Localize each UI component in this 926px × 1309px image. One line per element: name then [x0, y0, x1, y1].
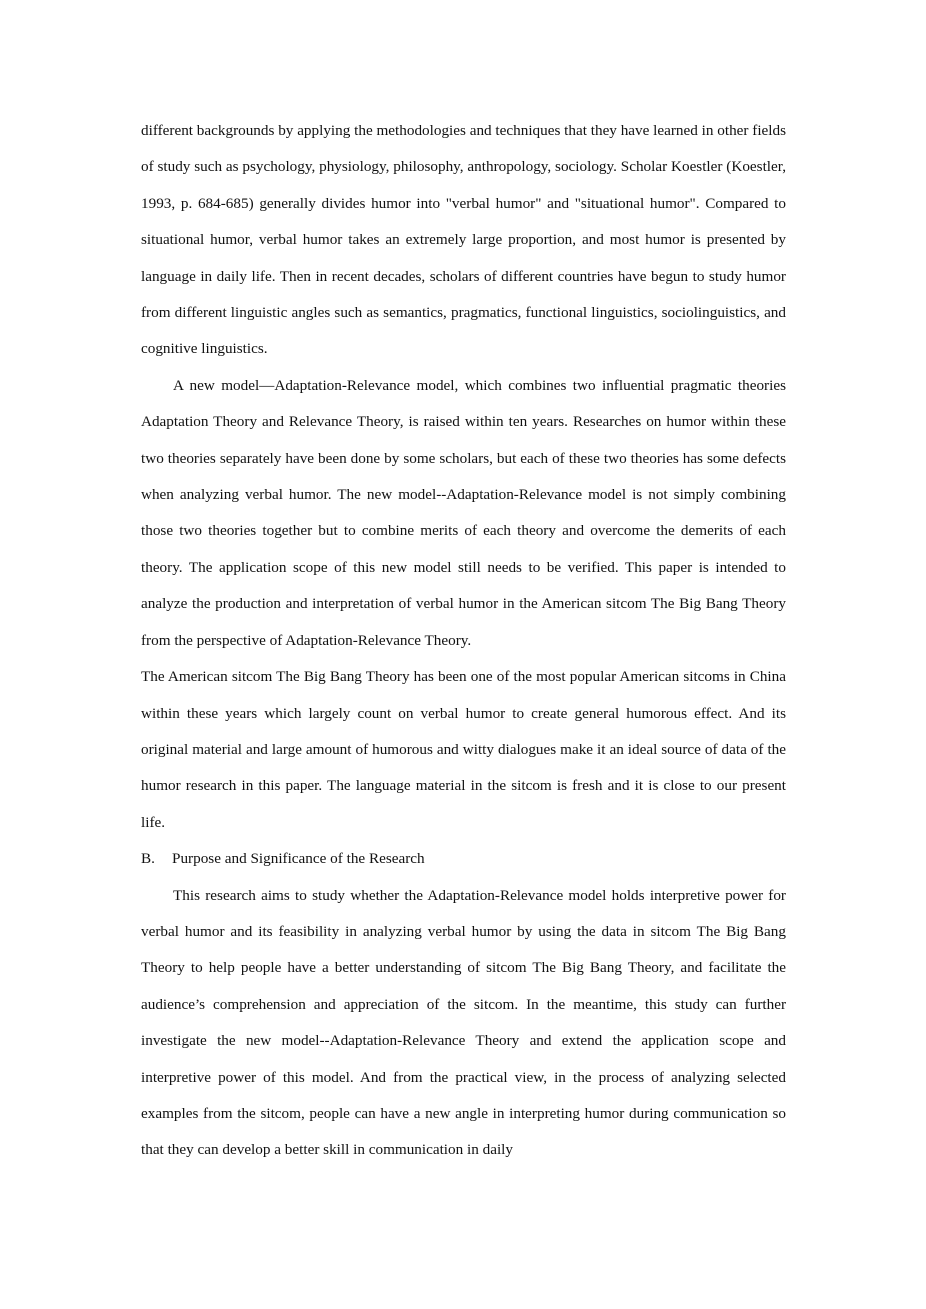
document-page: [141, 113, 786, 1169]
paragraph-research-purpose: This research aims to study whether the Adaptation-Relevance model holds interpretive power for verbal humor and its feasibility in analyzing verbal humor by using the data in sitcom The Big Bang Theory to help people have a better understanding of sitcom The Big Bang Theory, and facilitate the audience’s comprehension and appreciation of the sitcom. In the meantime, this study can further investigate the new model--Adaptation-Relevance Theory and extend the application scope and interpretive power of this model. And from the practical view, in the process of analyzing selected examples from the sitcom, people can have a new angle in interpreting humor during communication so that they can develop a better skill in communication in daily: [141, 886, 786, 1159]
section-heading: [141, 841, 786, 877]
section-title: Purpose and Significance of the Research: [172, 850, 425, 868]
section-number: B.: [141, 850, 155, 868]
paragraph-adaptation-relevance-model: A new model—Adaptation-Relevance model, which combines two influential pragmatic theories Adaptation Theory and Relevance Theory, is raised within ten years. Researches on humor within these two theories separately have been done by some scholars, but each of these two theories has some defects when analyzing verbal humor. The new model--Adaptation-Relevance model is not simply combining those two theories together but to combine merits of each theory and overcome the demerits of each theory. The application scope of this new model still needs to be verified. This paper is intended to analyze the production and interpretation of verbal humor in the American sitcom The Big Bang Theory from the perspective of Adaptation-Relevance Theory.: [141, 376, 786, 649]
paragraph-big-bang-theory-sitcom: The American sitcom The Big Bang Theory has been one of the most popular American sitcoms in China within these years which largely count on verbal humor to create general humorous effect. And its original material and large amount of humorous and witty dialogues make it an ideal source of data of the humor research in this paper. The language material in the sitcom is fresh and it is close to our present life.: [141, 668, 786, 831]
paragraph-humor-background: different backgrounds by applying the methodologies and techniques that they have learned in other fields of study such as psychology, physiology, philosophy, anthropology, sociology. Scholar Koestler (Koestler, 1993, p. 684-685) generally divides humor into "verbal humor" and "situational humor". Compared to situational humor, verbal humor takes an extremely large proportion, and most humor is presented by language in daily life. Then in recent decades, scholars of different countries have begun to study humor from different linguistic angles such as semantics, pragmatics, functional linguistics, sociolinguistics, and cognitive linguistics.: [141, 122, 787, 358]
